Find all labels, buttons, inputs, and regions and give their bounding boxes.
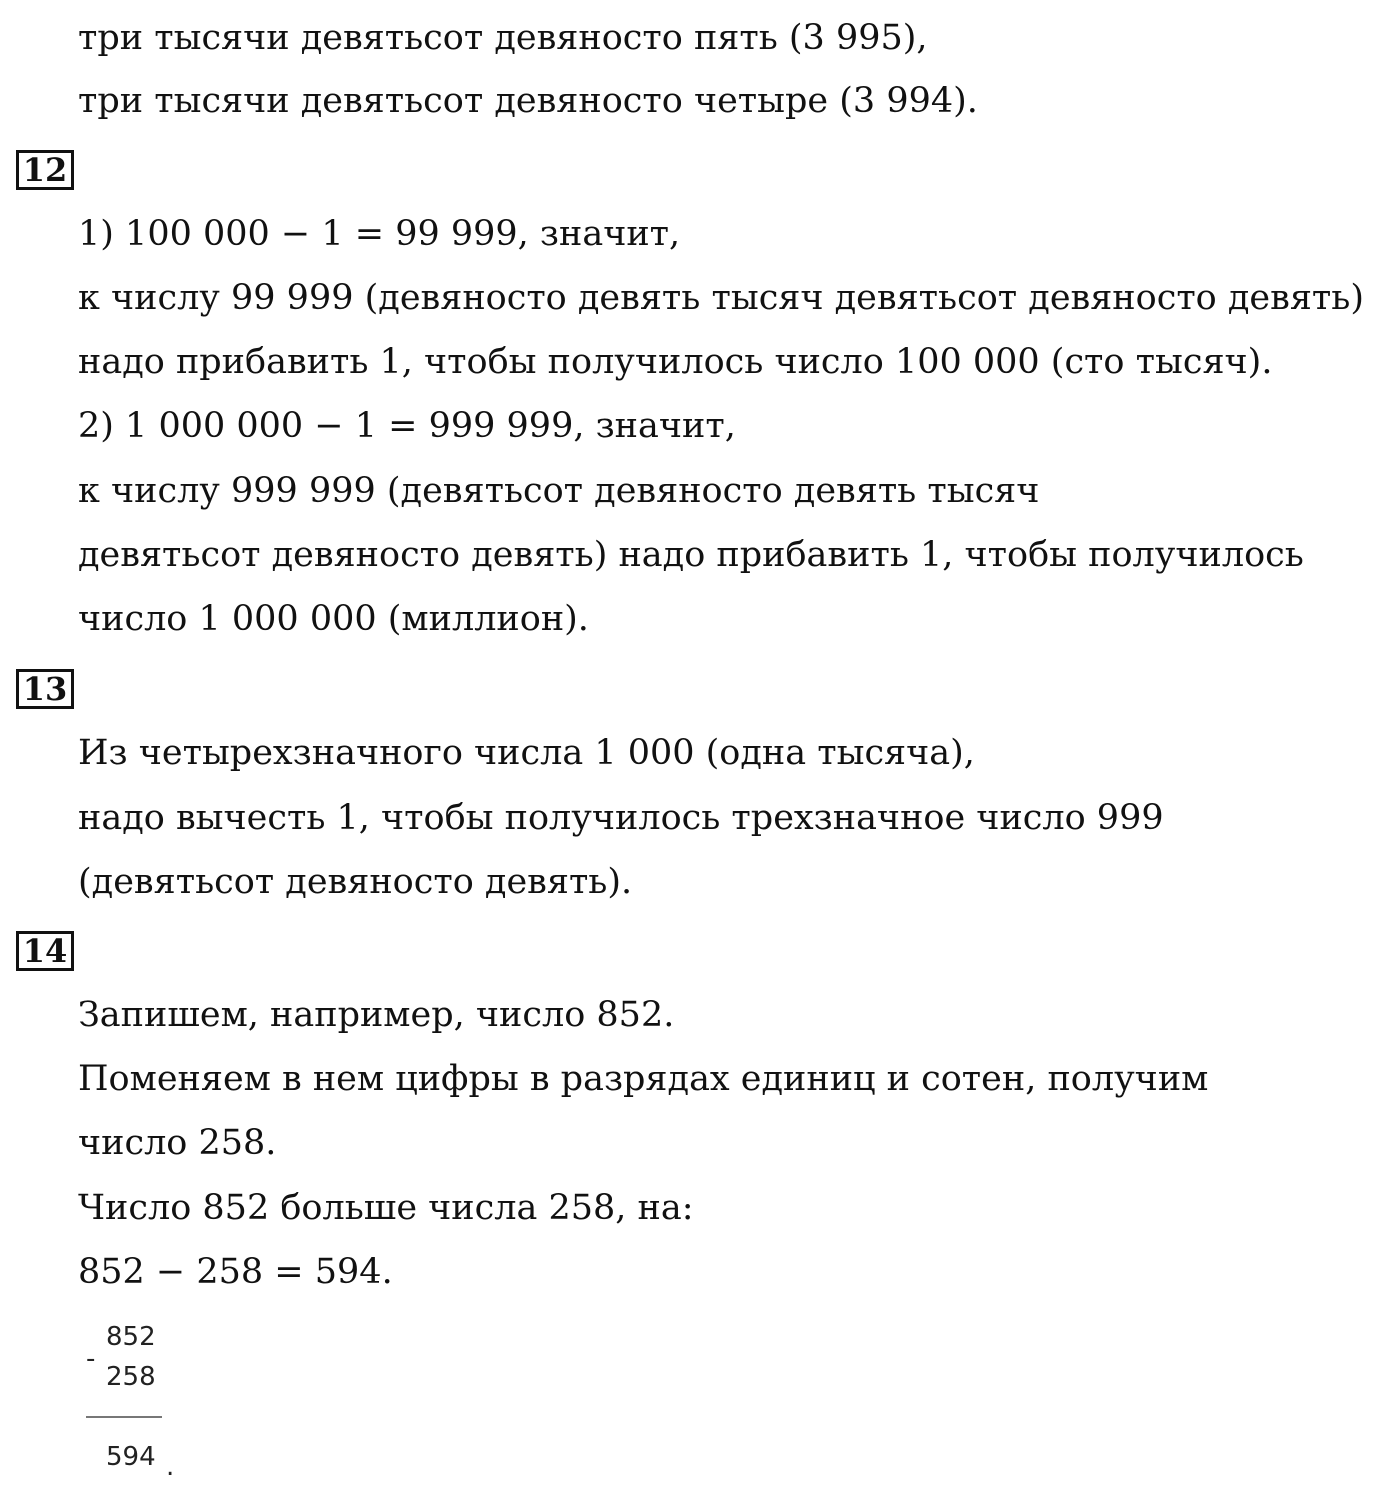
text-line: девятьсот девяносто девять) надо прибавить 1, чтобы получилось bbox=[78, 535, 1304, 575]
task-number-box: 14 bbox=[16, 931, 74, 971]
result-rule bbox=[86, 1416, 162, 1418]
text-line: к числу 999 999 (девятьсот девяносто девять тысяч bbox=[78, 471, 1040, 511]
text-line: Запишем, например, число 852. bbox=[78, 995, 675, 1035]
task-number-box: 12 bbox=[16, 150, 74, 190]
text-line: Поменяем в нем цифры в разрядах единиц и сотен, получим bbox=[78, 1059, 1209, 1099]
text-line: 852 − 258 = 594. bbox=[78, 1252, 393, 1292]
text-line: три тысячи девятьсот девяносто пять (3 995), bbox=[78, 18, 928, 58]
minus-sign: - bbox=[86, 1344, 96, 1374]
task-number-box: 13 bbox=[16, 669, 74, 709]
subtrahend: 258 bbox=[106, 1362, 156, 1392]
text-line: к числу 99 999 (девяносто девять тысяч девятьсот девяносто девять) bbox=[78, 278, 1364, 318]
text-line: надо прибавить 1, чтобы получилось число 100 000 (сто тысяч). bbox=[78, 342, 1273, 382]
text-line: Из четырехзначного числа 1 000 (одна тысяча), bbox=[78, 733, 975, 773]
text-line: (девятьсот девяносто девять). bbox=[78, 862, 633, 902]
text-line: число 1 000 000 (миллион). bbox=[78, 599, 589, 639]
text-line: число 258. bbox=[78, 1123, 277, 1163]
difference: 594 bbox=[106, 1442, 156, 1472]
text-line: 2) 1 000 000 − 1 = 999 999, значит, bbox=[78, 406, 736, 446]
text-line: 1) 100 000 − 1 = 99 999, значит, bbox=[78, 214, 681, 254]
text-line: надо вычесть 1, чтобы получилось трехзначное число 999 bbox=[78, 798, 1164, 838]
minuend: 852 bbox=[106, 1322, 156, 1352]
trailing-dot: . bbox=[166, 1452, 175, 1482]
text-line: Число 852 больше числа 258, на: bbox=[78, 1188, 694, 1228]
text-line: три тысячи девятьсот девяносто четыре (3 994). bbox=[78, 81, 978, 121]
